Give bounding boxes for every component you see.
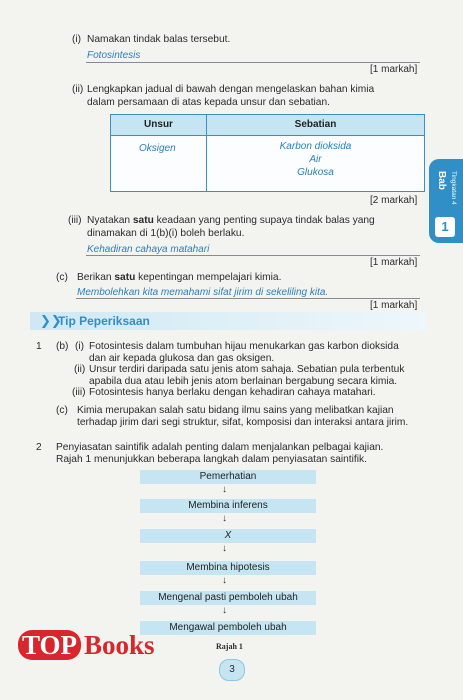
- down-arrow-icon: ↓: [222, 484, 227, 495]
- tip-text: Kimia merupakan salah satu bidang ilmu sains yang melibatkan kajian: [77, 405, 394, 416]
- tip-subpart: (iii): [72, 387, 86, 398]
- question-text: Lengkapkan jadual di bawah dengan mengelaskan bahan kimia: [87, 84, 375, 95]
- page-number: 3: [219, 659, 245, 681]
- tip-text: Unsur terdiri daripada satu jenis atom sahaja. Sebatian pula terbentuk: [89, 364, 405, 375]
- question-text: Berikan satu kepentingan mempelajari kimia.: [77, 272, 282, 283]
- form-label: Tingkatan 4: [450, 171, 457, 205]
- tip-title: Tip Peperiksaan: [58, 314, 150, 328]
- sebatian-value: Air: [309, 154, 322, 165]
- down-arrow-icon: ↓: [222, 513, 227, 524]
- answer-text: Fotosintesis: [87, 50, 141, 61]
- flow-step: Membina hipotesis: [140, 561, 316, 575]
- chapter-number: 1: [435, 217, 455, 237]
- sebatian-value: Glukosa: [297, 167, 334, 178]
- question-number: (ii): [72, 84, 84, 95]
- chapter-label: Bab: [436, 171, 447, 190]
- question-number: (i): [72, 34, 82, 45]
- tip-text: dan air kepada glukosa dan gas oksigen.: [89, 353, 275, 364]
- answer-line: [76, 298, 420, 299]
- question-text: dinamakan di 1(b)(i) boleh berlaku.: [87, 228, 245, 239]
- mark-label: [1 markah]: [370, 300, 418, 311]
- tip-text: Fotosintesis dalam tumbuhan hijau menukarkan gas karbon dioksida: [89, 341, 399, 352]
- question-text: Rajah 1 menunjukkan beberapa langkah dalam penyiasatan saintifik.: [56, 454, 367, 465]
- figure-caption: Rajah 1: [216, 642, 243, 651]
- answer-text: Membolehkan kita memahami sifat jirim di sekeliling kita.: [77, 287, 329, 298]
- down-arrow-icon: ↓: [222, 575, 227, 586]
- tip-text: terhadap jirim dari segi struktur, sifat, komposisi dan interaksi antara jirim.: [77, 417, 409, 428]
- double-chevron-icon: ❯❯: [40, 313, 62, 328]
- unsur-value: Oksigen: [139, 143, 176, 154]
- flow-step: Pemerhatian: [140, 470, 316, 484]
- tip-text: apabila dua atau lebih jenis atom berlainan bergabung secara kimia.: [89, 376, 398, 387]
- question-number: (iii): [68, 215, 82, 226]
- mark-label: [2 markah]: [370, 195, 418, 206]
- tip-number: 1: [36, 341, 42, 352]
- question-text: Penyiasatan saintifik adalah penting dalam menjalankan pelbagai kajian.: [56, 442, 384, 453]
- down-arrow-icon: ↓: [222, 605, 227, 616]
- mark-label: [1 markah]: [370, 257, 418, 268]
- chapter-tab: [429, 159, 463, 243]
- tip-subpart: (ii): [74, 364, 86, 375]
- tip-part: (c): [56, 405, 68, 416]
- question-text: Namakan tindak balas tersebut.: [87, 34, 231, 45]
- tip-subpart: (i): [75, 341, 85, 352]
- header-unsur: Unsur: [144, 119, 173, 130]
- tip-part: (b): [56, 341, 69, 352]
- answer-line: [86, 255, 420, 256]
- down-arrow-icon: ↓: [222, 543, 227, 554]
- flow-step: Mengenal pasti pemboleh ubah: [140, 591, 316, 605]
- topbooks-logo: TOP Books: [18, 630, 155, 660]
- question-text: Nyatakan satu keadaan yang penting supaya tindak balas yang: [87, 215, 375, 226]
- flow-step: Mengawal pemboleh ubah: [140, 621, 316, 635]
- sebatian-value: Karbon dioksida: [279, 141, 352, 152]
- flow-step: Membina inferens: [140, 499, 316, 513]
- question-number: (c): [56, 272, 68, 283]
- answer-text: Kehadiran cahaya matahari: [87, 244, 210, 255]
- classification-table: [110, 114, 425, 192]
- question-text: dalam persamaan di atas kepada unsur dan sebatian.: [87, 97, 330, 108]
- header-sebatian: Sebatian: [294, 119, 337, 130]
- tip-banner: [30, 312, 426, 330]
- answer-line: [86, 62, 420, 63]
- flow-step: X: [140, 529, 316, 543]
- tip-text: Fotosintesis hanya berlaku dengan kehadiran cahaya matahari.: [89, 387, 376, 398]
- mark-label: [1 markah]: [370, 64, 418, 75]
- question-number: 2: [36, 442, 42, 453]
